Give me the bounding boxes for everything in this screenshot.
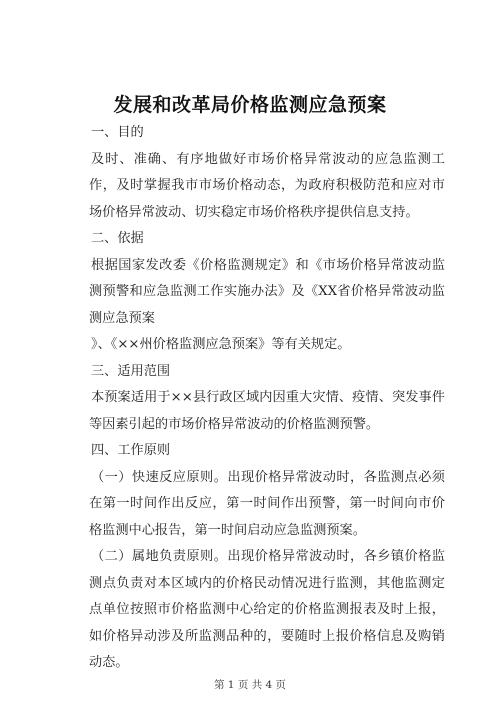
page-footer: 第 1 页 共 4 页 — [213, 679, 287, 691]
section-heading-principles: 四、工作原则 — [91, 443, 171, 458]
section-heading-scope: 三、适用范围 — [91, 363, 171, 379]
document-body — [89, 120, 445, 677]
paragraph-scope: 本预案适用于××县行政区域内因重大灾情、疫情、突发事件等因素引起的市场价格异常波动的价格监测预警。 — [89, 390, 445, 432]
section-heading-basis: 二、依据 — [91, 231, 144, 246]
paragraph-principle-rapid-response: （一）快速反应原则。出现价格异常波动时，各监测点必须在第一时间作出反应，第一时间作出预警，第一时间向市价格监测中心报告，第一时间启动应急监测预案。 — [89, 469, 445, 538]
document-title: 发展和改革局价格监测应急预案 — [113, 94, 387, 116]
section-heading-purpose: 一、目的 — [91, 125, 144, 140]
paragraph-purpose: 及时、准确、有序地做好市场价格异常波动的应急监测工作，及时掌握我市市场价格动态，为政府积极防范和应对市场价格异常波动、切实稳定市场价格秩序提供信息支持。 — [89, 151, 445, 220]
paragraph-basis: 根据国家发改委《价格监测规定》和《市场价格异常波动监测预警和应急监测工作实施办法》及《XX省价格异常波动监测应急预案 — [89, 257, 445, 326]
paragraph-basis-continued: 》、《××州价格监测应急预案》等有关规定。 — [91, 337, 351, 352]
paragraph-principle-territorial: （二）属地负责原则。出现价格异常波动时，各乡镇价格监测点负责对本区域内的价格民动情况进行监测，其他监测定点单位按照市价格监测中心给定的价格监测报表及时上报，如价格异动涉及所监测品种的，要随时上报价格信息及购销动态。 — [89, 549, 445, 670]
